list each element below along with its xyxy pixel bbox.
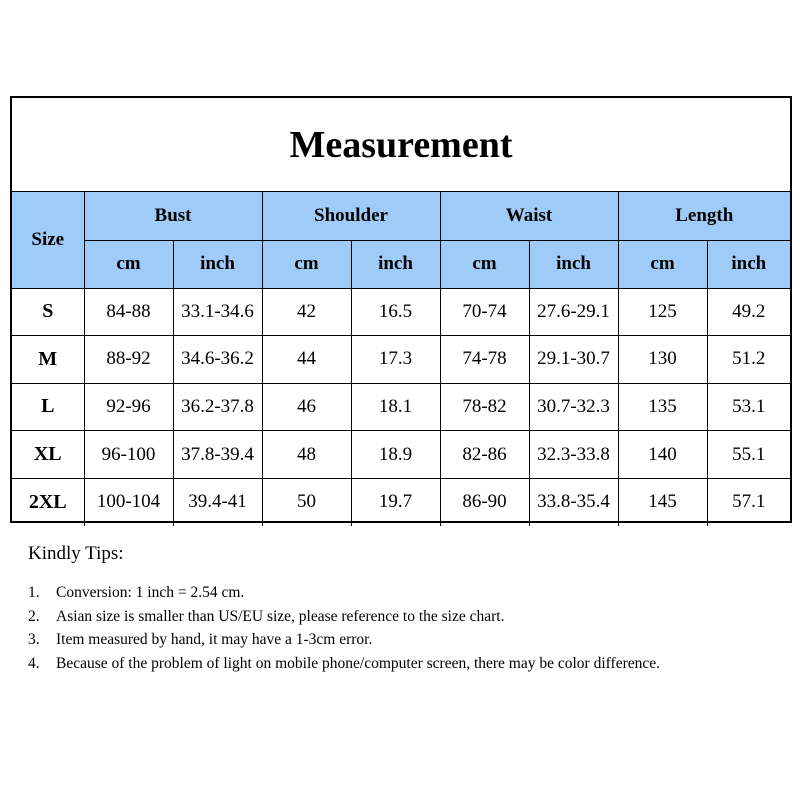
tips-list [28,581,728,675]
tip-text: Item measured by hand, it may have a 1-3cm error. [56,631,373,648]
tip-number: 3. [28,631,40,648]
measurement-cell: 32.3-33.8 [529,431,618,479]
tip-number: 4. [28,654,40,672]
measurement-cell: 42 [262,288,351,336]
measurement-cell: 19.7 [351,478,440,526]
measurement-cell: 37.8-39.4 [173,431,262,479]
header-size: Size [12,192,84,288]
measurement-cell: 140 [618,431,707,479]
measurement-cell: 74-78 [440,336,529,384]
size-label-cell: 2XL [12,478,84,526]
tip-item [28,652,728,676]
unit-header: inch [529,240,618,288]
chart-title: Measurement [12,98,790,192]
measurement-cell: 18.1 [351,383,440,431]
size-label-cell: M [12,336,84,384]
header-waist: Waist [440,192,618,240]
measurement-cell: 33.1-34.6 [173,288,262,336]
unit-header: cm [84,240,173,288]
unit-header: cm [440,240,529,288]
measurement-cell: 46 [262,383,351,431]
measurement-cell: 29.1-30.7 [529,336,618,384]
table-row [12,288,790,336]
unit-header: cm [262,240,351,288]
header-shoulder: Shoulder [262,192,440,240]
header-row-groups [12,192,790,240]
tip-item [28,581,728,605]
measurement-cell: 57.1 [707,478,790,526]
measurement-cell: 70-74 [440,288,529,336]
size-chart [10,96,792,523]
tip-item [28,628,728,652]
measurement-cell: 135 [618,383,707,431]
tips-heading: Kindly Tips: [28,543,124,564]
measurement-cell: 36.2-37.8 [173,383,262,431]
measurement-cell: 125 [618,288,707,336]
measurement-cell: 130 [618,336,707,384]
measurement-cell: 39.4-41 [173,478,262,526]
table-body [12,288,790,526]
measurement-cell: 33.8-35.4 [529,478,618,526]
measurement-cell: 86-90 [440,478,529,526]
header-bust: Bust [84,192,262,240]
measurement-cell: 96-100 [84,431,173,479]
measurement-cell: 55.1 [707,431,790,479]
size-label-cell: S [12,288,84,336]
tip-number: 1. [28,584,40,601]
measurement-cell: 17.3 [351,336,440,384]
measurement-cell: 27.6-29.1 [529,288,618,336]
measurement-cell: 53.1 [707,383,790,431]
measurement-cell: 88-92 [84,336,173,384]
tip-text: Conversion: 1 inch = 2.54 cm. [56,584,245,601]
table-row [12,383,790,431]
measurement-cell: 30.7-32.3 [529,383,618,431]
measurement-cell: 34.6-36.2 [173,336,262,384]
size-label-cell: L [12,383,84,431]
measurement-cell: 16.5 [351,288,440,336]
table-row [12,336,790,384]
unit-header: cm [618,240,707,288]
size-table [12,192,790,526]
tip-item [28,605,728,629]
measurement-cell: 50 [262,478,351,526]
measurement-cell: 78-82 [440,383,529,431]
tip-text: Because of the problem of light on mobile phone/computer screen, there may be color difference. [56,654,660,672]
table-row [12,478,790,526]
measurement-cell: 84-88 [84,288,173,336]
tip-text: Asian size is smaller than US/EU size, please reference to the size chart. [56,607,505,625]
measurement-cell: 82-86 [440,431,529,479]
tip-number: 2. [28,607,40,625]
measurement-cell: 48 [262,431,351,479]
measurement-cell: 92-96 [84,383,173,431]
measurement-cell: 18.9 [351,431,440,479]
measurement-cell: 51.2 [707,336,790,384]
size-label-cell: XL [12,431,84,479]
measurement-cell: 145 [618,478,707,526]
unit-header: inch [351,240,440,288]
measurement-cell: 44 [262,336,351,384]
unit-header: inch [173,240,262,288]
measurement-cell: 100-104 [84,478,173,526]
unit-header: inch [707,240,790,288]
header-length: Length [618,192,790,240]
measurement-cell: 49.2 [707,288,790,336]
header-row-units [12,240,790,288]
tips-section [28,543,728,675]
table-row [12,431,790,479]
